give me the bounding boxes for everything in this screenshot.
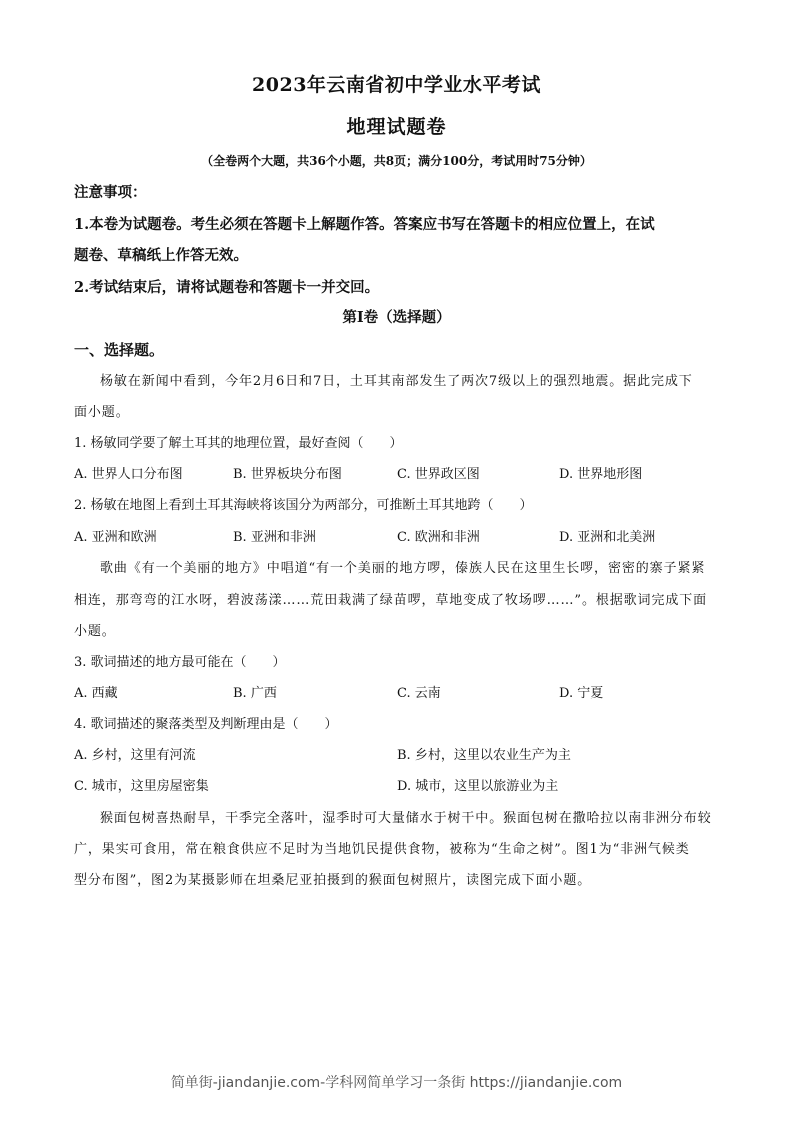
option-d: D. 宁夏 bbox=[559, 686, 604, 701]
question-stem: 1. 杨敏同学要了解土耳其的地理位置，最好查阅（ ） bbox=[74, 436, 403, 451]
question-stem: 4. 歌词描述的聚落类型及判断理由是（ ） bbox=[74, 717, 338, 732]
option-b: B. 乡村，这里以农业生产为主 bbox=[397, 748, 571, 763]
passage-line: 广，果实可食用，常在粮食供应不足时为当地饥民提供食物，被称为“生命之树”。图1为“非洲气候类 bbox=[74, 842, 690, 857]
exam-info: （全卷两个大题，共36个小题，共8页；满分100分，考试用时75分钟） bbox=[201, 154, 592, 168]
option-b: B. 世界板块分布图 bbox=[233, 467, 342, 482]
notice-line: 2.考试结束后，请将试题卷和答题卡一并交回。 bbox=[74, 279, 380, 296]
exam-subtitle: 地理试题卷 bbox=[346, 116, 447, 138]
option-d: D. 世界地形图 bbox=[559, 467, 643, 482]
passage-line: 小题。 bbox=[74, 624, 116, 639]
option-c: C. 欧洲和非洲 bbox=[397, 530, 480, 545]
passage-line: 相连，那弯弯的江水呀，碧波荡漾……荒田栽满了绿苗啰，草地变成了牧场啰……”。根据歌词完成下面 bbox=[74, 593, 708, 608]
option-c: C. 云南 bbox=[397, 686, 441, 701]
question-stem: 2. 杨敏在地图上看到土耳其海峡将该国分为两部分，可推断土耳其地跨（ ） bbox=[74, 498, 533, 513]
notice-line: 题卷、草稿纸上作答无效。 bbox=[74, 247, 248, 264]
section-title: 第Ⅰ卷（选择题） bbox=[342, 309, 451, 326]
passage-line: 型分布图”，图2为某摄影师在坦桑尼亚拍摄到的猴面包树照片，读图完成下面小题。 bbox=[74, 873, 592, 888]
notice-heading: 注意事项： bbox=[74, 184, 147, 201]
option-d: D. 城市，这里以旅游业为主 bbox=[397, 779, 559, 794]
option-a: A. 乡村，这里有河流 bbox=[74, 748, 196, 763]
option-c: C. 城市，这里房屋密集 bbox=[74, 779, 209, 794]
passage-line: 猴面包树喜热耐旱，干季完全落叶，湿季时可大量储水于树干中。猴面包树在撒哈拉以南非洲分布较 bbox=[100, 811, 712, 826]
option-a: A. 西藏 bbox=[74, 686, 118, 701]
option-a: A. 世界人口分布图 bbox=[74, 467, 183, 482]
passage-line: 杨敏在新闻中看到，今年2月6日和7日，土耳其南部发生了两次7级以上的强烈地震。据此完成下 bbox=[100, 374, 693, 389]
part-title: 一、选择题。 bbox=[74, 341, 165, 359]
option-b: B. 广西 bbox=[233, 686, 277, 701]
option-c: C. 世界政区图 bbox=[397, 467, 480, 482]
option-a: A. 亚洲和欧洲 bbox=[74, 530, 157, 545]
exam-title: 2023年云南省初中学业水平考试 bbox=[252, 74, 541, 96]
notice-line: 1.本卷为试题卷。考生必须在答题卡上解题作答。答案应书写在答题卡的相应位置上，在试 bbox=[74, 216, 655, 233]
option-d: D. 亚洲和北美洲 bbox=[559, 530, 656, 545]
question-stem: 3. 歌词描述的地方最可能在（ ） bbox=[74, 655, 286, 670]
footer-watermark: 简单街-jiandanjie.com-学科网简单学习一条街 https://jiandanjie.com bbox=[170, 1075, 623, 1091]
passage-line: 面小题。 bbox=[74, 405, 130, 420]
passage-line: 歌曲《有一个美丽的地方》中唱道“有一个美丽的地方啰，傣族人民在这里生长啰，密密的寨子紧紧 bbox=[100, 561, 706, 576]
option-b: B. 亚洲和非洲 bbox=[233, 530, 316, 545]
